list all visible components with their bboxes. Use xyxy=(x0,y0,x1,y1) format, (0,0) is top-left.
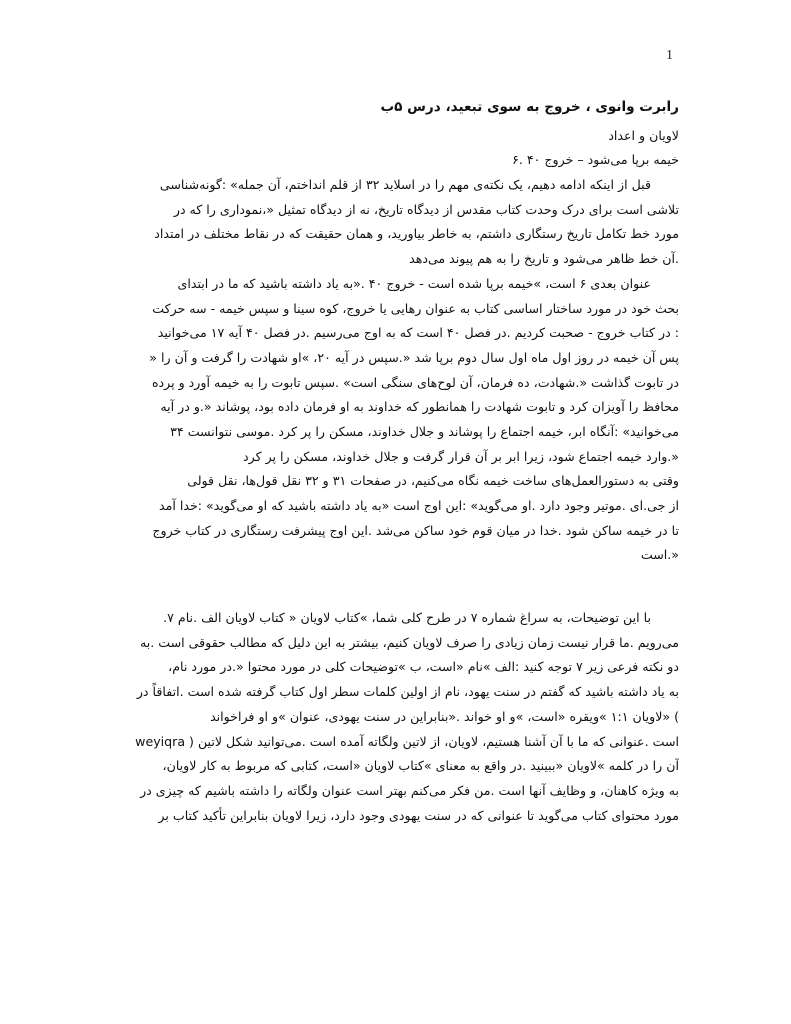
paragraph-gap xyxy=(108,568,679,606)
paragraph-line: در تابوت گذاشت «.شهادت، ده فرمان، آن لوح‌های سنگی است» .سپس تابوت را به خیمه آورد و پرده xyxy=(151,374,679,390)
paragraph-line: به ویژه کاهنان، و وظایف آنها است .من فکر می‌کنم بهتر است عنوان ولگاته را داشته باشیم که چیزی در xyxy=(140,782,679,798)
paragraph-2 xyxy=(108,272,679,568)
paragraph-3 xyxy=(108,606,679,828)
paragraph-line: تا در خیمه ساکن شود .خدا در میان قوم خود ساکن می‌شد .این اوج پیشرفت رستگاری در کتاب خروج xyxy=(152,522,679,538)
paragraph-line: قبل از اینکه ادامه دهیم، یک نکته‌ی مهم را در اسلاید ۳۲ از قلم انداختم، آن جمله» :گونه‌شناسی xyxy=(159,177,651,193)
paragraph-line: بحث خود در مورد ساختار اساسی کتاب به عنوان رهایی یا خروج، کوه سینا و سپس خیمه - سه حرکت xyxy=(152,300,679,316)
paragraph-line: .آن خط ظاهر می‌شود و تاریخ را به هم پیوند می‌دهد xyxy=(409,251,679,267)
paragraph-line: مورد خط تکامل تاریخ رستگاری داشتم، به خاطر بیاورید، و همان حقیقت که در نقاط مختلف در امتداد xyxy=(154,226,679,242)
paragraph-line: است .عنوانی که ما با آن آشنا هستیم، لاویان، از لاتین ولگاته آمده است .می‌توانید شکل لاتین ( weyiqra xyxy=(135,733,679,749)
paragraph-1 xyxy=(108,173,679,272)
paragraph-line: محافظ را آویزان کرد و تابوت شهادت را همانطور که خداوند به او فرمان داده بود، پوشاند «.و در آیه xyxy=(160,399,679,415)
document-body xyxy=(108,95,679,828)
lesson-title: رابرت وانوی ، خروج به سوی تبعید، درس ۵ب xyxy=(380,99,679,115)
section-heading: خیمه برپا می‌شود – خروج ۴۰ .۶ xyxy=(512,152,679,168)
paragraph-line: آن را در کلمه »لاویان «ببینید .در واقع به معنای »کتاب لاویان «است، کتابی که مربوط به کار لاویان، xyxy=(162,758,679,774)
page-number: 1 xyxy=(666,48,673,63)
paragraph-line: مورد محتوای کتاب می‌گوید تا عنوانی که در سنت یهودی وجود دارد، زیرا لاویان بنابراین تأکید کتاب بر xyxy=(158,807,679,823)
paragraph-line: «.وارد خیمه اجتماع شود، زیرا ابر بر آن قرار گرفت و جلال خداوند، مسکن را پر کرد xyxy=(243,448,679,464)
lesson-subtitle: لاویان و اعداد xyxy=(608,127,679,143)
paragraph-line: می‌خوانید» :آنگاه ابر، خیمه اجتماع را پوشاند و جلال خداوند، مسکن را پر کرد .موسی نتوانست ۳۴ xyxy=(170,423,679,439)
paragraph-line: ) «لاویان ۱:۱ »ویقره «است، »و او خواند .«بنابراین در سنت یهودی، عنوان »و او فراخواند xyxy=(210,708,679,724)
paragraph-line: می‌رویم .ما قرار نیست زمان زیادی را صرف لاویان کنیم، بیشتر به این دلیل که مطالب حقوقی است .به xyxy=(139,634,679,650)
paragraph-line: : در کتاب خروج - صحبت کردیم .در فصل ۴۰ است که به اوج می‌رسیم .در فصل ۴۰ آیه ۱۷ می‌خوانید xyxy=(157,325,679,341)
paragraph-line: با این توضیحات، به سراغ شماره ۷ در طرح کلی شما، »کتاب لاویان « کتاب لاویان الف .نام ۷. xyxy=(163,610,651,626)
paragraph-line: به یاد داشته باشید که گفتم در سنت یهود، نام از اولین کلمات سطر اول کتاب گرفته شده است .اتفاقاً در xyxy=(136,684,679,700)
paragraph-line: از جی.ای .موتیر وجود دارد .او می‌گوید» :این اوج است «به یاد داشته باشید که او می‌گوید» :خدا آمد xyxy=(159,498,679,513)
paragraph-line: تلاشی است برای درک وحدت کتاب مقدس از دیدگاه تاریخ، نه از دیدگاه تمثیل «،نموداری را که در xyxy=(173,201,679,217)
paragraph-line: وقتی به دستورالعمل‌های ساخت خیمه نگاه می‌کنیم، در صفحات ۳۱ و ۳۲ نقل قول‌ها، نقل قولی xyxy=(187,473,679,489)
paragraph-line: عنوان بعدی ۶ است، »خیمه برپا شده است - خروج ۴۰ .«به یاد داشته باشید که ما در ابتدای xyxy=(177,275,651,291)
paragraph-line: دو نکته فرعی زیر ۷ توجه کنید :الف »نام «است، ب »توضیحات کلی در مورد محتوا «.در مورد نام، xyxy=(168,659,679,675)
paragraph-line: «.است xyxy=(640,547,679,563)
paragraph-line: پس آن خیمه در روز اول ماه اول سال دوم برپا شد «.سپس در آیه ۲۰، »او شهادت را گرفت و آن را « xyxy=(149,349,679,365)
